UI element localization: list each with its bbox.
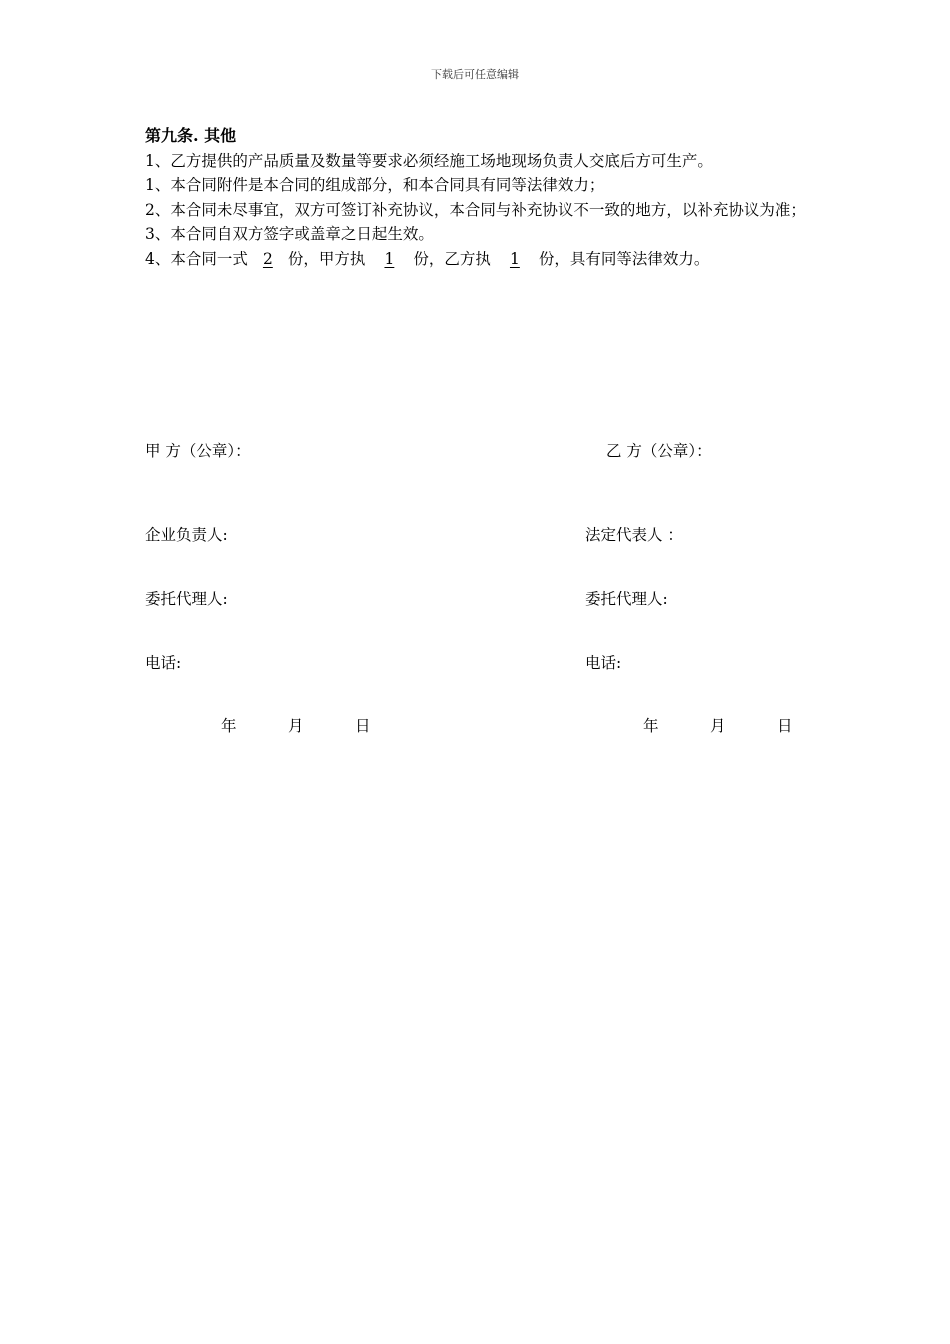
party-a-copies-blank: 1 — [384, 249, 395, 268]
article-section — [145, 124, 810, 271]
party-a-seal-label: 甲 方（公章）： — [145, 442, 251, 460]
party-b-date-month: 月 — [710, 717, 726, 735]
party-b-copies-blank: 1 — [509, 249, 520, 268]
copies-prefix: 4、本合同一式 — [145, 249, 248, 268]
party-a-phone-label: 电话: — [145, 654, 182, 672]
party-b-date-day: 日 — [777, 717, 793, 735]
total-copies-blank: 2 — [262, 249, 273, 268]
header-note: 下载后可任意编辑 — [431, 68, 519, 81]
clause-item: 3、本合同自双方签字或盖章之日起生效。 — [145, 225, 434, 243]
party-a-responsible-label: 企业负责人: — [145, 526, 228, 544]
party-b-seal-label: 乙 方（公章）： — [606, 442, 712, 460]
clause-item: 2、本合同未尽事宜，双方可签订补充协议，本合同与补充协议不一致的地方，以补充协议为准； — [145, 200, 806, 219]
party-a-date-month: 月 — [288, 717, 304, 735]
copies-suffix: 份，具有同等法律效力。 — [538, 249, 710, 268]
party-b-date-year: 年 — [643, 717, 659, 735]
clause-item: 1、本合同附件是本合同的组成部分，和本合同具有同等法律效力； — [145, 176, 605, 194]
copies-party-a-text: 份，甲方执 — [287, 249, 366, 268]
party-b-phone-label: 电话: — [585, 654, 622, 672]
party-a-agent-label: 委托代理人: — [145, 590, 228, 608]
party-b-agent-label: 委托代理人: — [585, 590, 668, 608]
article-title: 第九条. 其他 — [145, 126, 237, 145]
clause-item: 1、乙方提供的产品质量及数量等要求必须经施工场地现场负责人交底后方可生产。 — [145, 151, 713, 170]
copies-clause — [145, 247, 810, 272]
party-b-representative-label: 法定代表人 ： — [585, 526, 683, 544]
copies-party-b-text: 份，乙方执 — [413, 249, 491, 268]
party-a-date-day: 日 — [355, 717, 371, 735]
party-a-date-year: 年 — [221, 717, 237, 735]
